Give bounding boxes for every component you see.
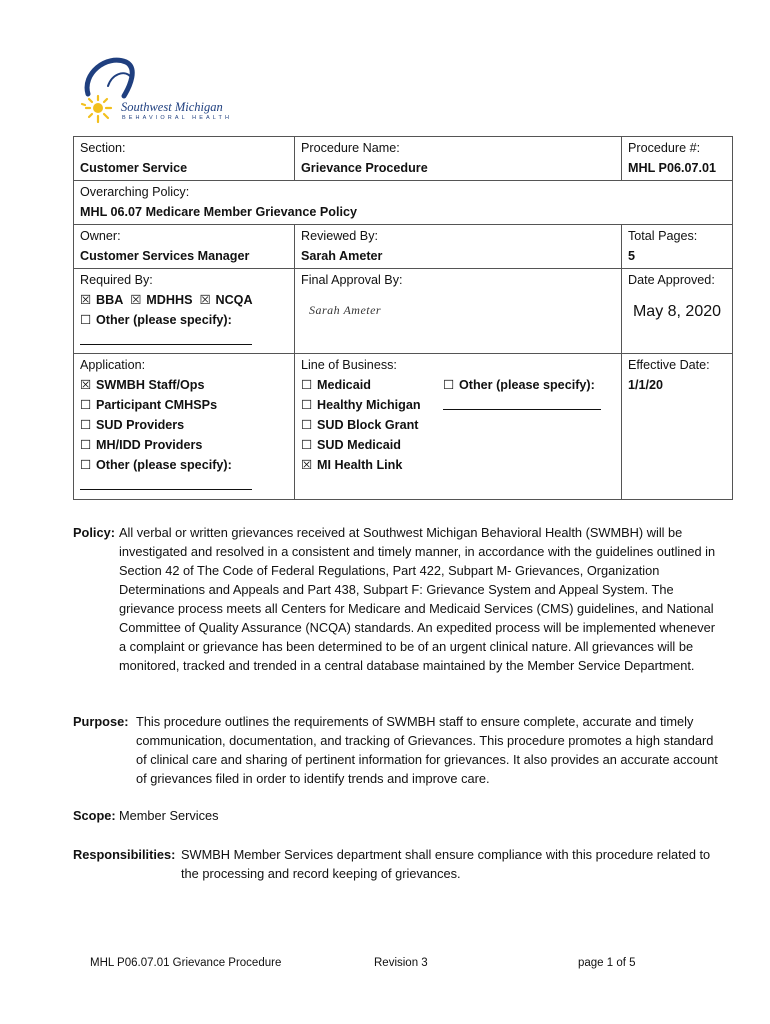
required-by-options	[80, 290, 288, 310]
owner-value: Customer Services Manager	[80, 249, 250, 263]
policy-text: All verbal or written grievances received at Southwest Michigan Behavioral Health (SWMBH) will be investigated and resolved in a consistent and timely manner, in accordance with the guidelines outlined in Section 42 of The Code of Federal Regulations, Part 422, Subpart M- Grievances, Organization Determinations and Appeals and Part 438, Subpart F: Grievance System and Appeal System. The grievance process meets all Centers for Medicare and Medicaid Services (CMS) guidelines, and National Committee of Quality Assurance (NCQA) standards. An expedited process will be implemented whenever a complaint or grievance has been determined to be of an urgent clinical nature. All grievances will be monitored, tracked and trended in a central database maintained by the Member Service Department.	[119, 525, 716, 673]
application-item-label: SWMBH Staff/Ops	[96, 378, 205, 392]
application-other-blank[interactable]	[80, 475, 252, 490]
effective-date-value: 1/1/20	[628, 378, 664, 392]
procedure-number-cell	[622, 137, 733, 181]
date-approved-cell	[622, 269, 733, 354]
total-pages-label: Total Pages:	[628, 229, 698, 243]
scope-label: Scope:	[73, 808, 116, 823]
line-of-business-cell	[295, 354, 622, 500]
section-label: Section:	[80, 141, 126, 155]
footer-revision: Revision 3	[374, 957, 428, 969]
total-pages-value: 5	[628, 249, 636, 263]
responsibilities-section	[73, 845, 723, 883]
reviewed-by-cell	[295, 225, 622, 269]
purpose-section	[73, 712, 723, 788]
reviewed-by-value: Sarah Ameter	[301, 249, 383, 263]
final-approval-label: Final Approval By:	[301, 273, 403, 287]
purpose-label: Purpose:	[73, 714, 129, 729]
lob-item-label: SUD Medicaid	[317, 438, 401, 452]
logo-name: Southwest Michigan	[121, 100, 223, 114]
required-other-label: Other (please specify):	[96, 313, 232, 327]
footer-page-number: page 1 of 5	[578, 957, 636, 969]
checkbox-sud-block-grant[interactable]: ☐	[301, 418, 313, 432]
lob-other-option	[443, 375, 601, 416]
checkbox-participant-cmhsps[interactable]: ☐	[80, 398, 92, 412]
required-by-label: Required By:	[80, 273, 153, 287]
checkbox-mh-idd-providers[interactable]: ☐	[80, 438, 92, 452]
scope-text: Member Services	[119, 808, 219, 823]
lob-item-label: MI Health Link	[317, 458, 403, 472]
procedure-name-value: Grievance Procedure	[301, 161, 428, 175]
application-item-label: MH/IDD Providers	[96, 438, 203, 452]
date-approved-label: Date Approved:	[628, 273, 715, 287]
final-approval-cell	[295, 269, 622, 354]
application-label: Application:	[80, 358, 146, 372]
lob-other-blank[interactable]	[443, 395, 601, 410]
lob-item-label: Healthy Michigan	[317, 398, 421, 412]
checkbox-mdhhs[interactable]: ☒	[130, 293, 142, 307]
checkbox-lob-other[interactable]: ☐	[443, 378, 455, 392]
effective-date-cell	[622, 354, 733, 500]
footer-doc-name: MHL P06.07.01 Grievance Procedure	[90, 957, 282, 969]
lob-item-label: Medicaid	[317, 378, 371, 392]
swmbh-logo	[78, 56, 248, 128]
required-mdhhs-label: MDHHS	[146, 293, 193, 307]
policy-section	[73, 523, 723, 675]
scope-section	[73, 806, 723, 825]
procedure-number-value: MHL P06.07.01	[628, 161, 716, 175]
responsibilities-text: SWMBH Member Services department shall ensure compliance with this procedure related to the processing and record keeping of grievances.	[181, 847, 711, 881]
required-by-cell	[74, 269, 295, 354]
required-bba-label: BBA	[96, 293, 124, 307]
required-ncqa-label: NCQA	[215, 293, 253, 307]
checkbox-mi-health-link[interactable]: ☒	[301, 458, 313, 472]
checkbox-healthy-michigan[interactable]: ☐	[301, 398, 313, 412]
procedure-name-cell	[295, 137, 622, 181]
required-other-blank[interactable]	[80, 330, 252, 345]
checkbox-swmbh-staff[interactable]: ☒	[80, 378, 92, 392]
owner-label: Owner:	[80, 229, 121, 243]
section-value: Customer Service	[80, 161, 188, 175]
owner-cell	[74, 225, 295, 269]
logo-subtitle: BEHAVIORAL HEALTH	[122, 115, 233, 121]
application-item-label: Participant CMHSPs	[96, 398, 218, 412]
effective-date-label: Effective Date:	[628, 358, 710, 372]
section-cell	[74, 137, 295, 181]
checkbox-application-other[interactable]: ☐	[80, 458, 92, 472]
checkbox-bba[interactable]: ☒	[80, 293, 92, 307]
checkbox-sud-medicaid[interactable]: ☐	[301, 438, 313, 452]
checkbox-ncqa[interactable]: ☒	[199, 293, 211, 307]
overarching-policy-value: MHL 06.07 Medicare Member Grievance Policy	[80, 205, 357, 219]
checkbox-medicaid[interactable]: ☐	[301, 378, 313, 392]
reviewed-by-label: Reviewed By:	[301, 229, 378, 243]
overarching-policy-label: Overarching Policy:	[80, 185, 190, 199]
procedure-header-table	[73, 136, 733, 500]
procedure-number-label: Procedure #:	[628, 141, 701, 155]
lob-other-label: Other (please specify):	[459, 378, 595, 392]
application-cell	[74, 354, 295, 500]
application-item-label: Other (please specify):	[96, 458, 232, 472]
checkbox-sud-providers[interactable]: ☐	[80, 418, 92, 432]
overarching-policy-cell	[74, 181, 733, 225]
line-of-business-label: Line of Business:	[301, 358, 397, 372]
checkbox-required-other[interactable]: ☐	[80, 313, 92, 327]
purpose-text: This procedure outlines the requirements of SWMBH staff to ensure complete, accurate and timely communication, documentation, and tracking of Grievances. This procedure promotes a high standard of clinical care and sharing of pertinent information for grievances. It also provides an accurate account of grievances filed in order to identify trends and improve care.	[136, 714, 718, 786]
total-pages-cell	[622, 225, 733, 269]
procedure-name-label: Procedure Name:	[301, 141, 400, 155]
application-item-label: SUD Providers	[96, 418, 185, 432]
date-approved-value: May 8, 2020	[632, 303, 722, 320]
lob-item-label: SUD Block Grant	[317, 418, 419, 432]
responsibilities-label: Responsibilities:	[73, 847, 176, 862]
approval-signature: Sarah Ameter	[309, 303, 382, 317]
policy-label: Policy:	[73, 525, 115, 540]
